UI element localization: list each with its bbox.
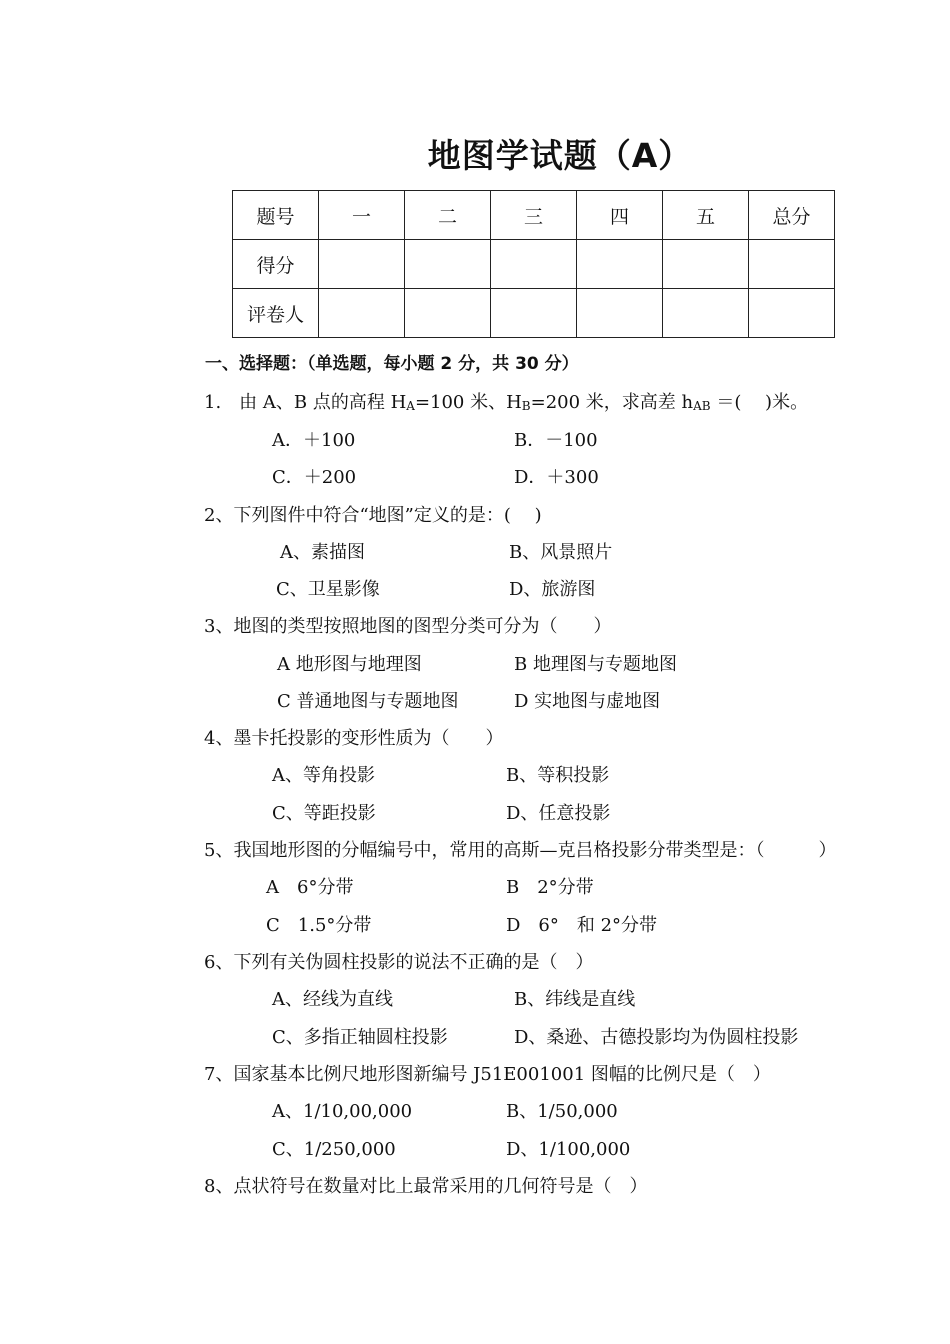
- table-header-cell: 总分: [749, 191, 835, 240]
- table-row: [233, 289, 835, 338]
- grader-cell[interactable]: [319, 289, 405, 338]
- question-3: 3、地图的类型按照地图的图型分类可分为（ ）: [204, 616, 612, 637]
- score-cell[interactable]: [577, 240, 663, 289]
- q1-text: 1. 由 A、B 点的高程 H: [204, 392, 407, 413]
- option-d[interactable]: D．＋300: [514, 467, 599, 488]
- q1-text: ＝( )米。: [710, 392, 809, 413]
- option-b[interactable]: B、风景照片: [509, 542, 613, 563]
- grader-cell[interactable]: [749, 289, 835, 338]
- subscript: A: [406, 399, 415, 413]
- table-header-cell: 题号: [233, 191, 319, 240]
- score-cell[interactable]: [319, 240, 405, 289]
- question-4: 4、墨卡托投影的变形性质为（ ）: [204, 728, 504, 749]
- option-d[interactable]: D、桑逊、古德投影均为伪圆柱投影: [514, 1027, 799, 1048]
- table-header-cell: 二: [405, 191, 491, 240]
- question-7: 7、国家基本比例尺地形图新编号 J51E001001 图幅的比例尺是（ ）: [204, 1064, 771, 1085]
- row-label: 得分: [233, 240, 319, 289]
- table-row: [233, 191, 835, 240]
- option-d[interactable]: D 实地图与虚地图: [514, 691, 661, 712]
- row-label: 评卷人: [233, 289, 319, 338]
- table-row: [233, 240, 835, 289]
- grader-cell[interactable]: [663, 289, 749, 338]
- question-2: 2、下列图件中符合“地图”定义的是：( ): [204, 505, 542, 526]
- option-c[interactable]: C．＋200: [272, 467, 357, 488]
- subscript: AB: [693, 399, 711, 413]
- page-title: 地图学试题（A）: [427, 136, 693, 175]
- option-c[interactable]: C、卫星影像: [276, 579, 380, 600]
- option-c[interactable]: C 普通地图与专题地图: [277, 691, 459, 712]
- option-c[interactable]: C、等距投影: [272, 803, 376, 824]
- option-b[interactable]: B 2°分带: [506, 877, 594, 898]
- option-d[interactable]: D、旅游图: [509, 579, 596, 600]
- option-b[interactable]: B．－100: [514, 430, 598, 451]
- q1-text: =100 米、H: [414, 392, 522, 413]
- option-b[interactable]: B、1/50,000: [506, 1101, 618, 1122]
- score-cell[interactable]: [749, 240, 835, 289]
- question-6: 6、下列有关伪圆柱投影的说法不正确的是（ ）: [204, 952, 594, 973]
- q1-text: =200 米，求高差 h: [530, 392, 694, 413]
- table-header-cell: 三: [491, 191, 577, 240]
- table-header-cell: 五: [663, 191, 749, 240]
- option-a[interactable]: A、经线为直线: [272, 989, 393, 1010]
- subscript: B: [521, 399, 531, 413]
- option-b[interactable]: B、等积投影: [506, 765, 610, 786]
- grader-cell[interactable]: [577, 289, 663, 338]
- option-c[interactable]: C、1/250,000: [272, 1139, 396, 1160]
- score-cell[interactable]: [405, 240, 491, 289]
- option-d[interactable]: D 6° 和 2°分带: [506, 915, 658, 936]
- question-5: 5、我国地形图的分幅编号中，常用的高斯—克吕格投影分带类型是：（ ）: [204, 840, 837, 861]
- option-d[interactable]: D、任意投影: [506, 803, 611, 824]
- option-a[interactable]: A．＋100: [272, 430, 356, 451]
- grader-cell[interactable]: [491, 289, 577, 338]
- question-1: [204, 388, 808, 414]
- option-a[interactable]: A 6°分带: [266, 877, 354, 898]
- section-heading: 一、选择题：（单选题，每小题 2 分，共 30 分）: [205, 354, 579, 374]
- option-a[interactable]: A 地形图与地理图: [277, 654, 422, 675]
- score-cell[interactable]: [663, 240, 749, 289]
- table-header-cell: 四: [577, 191, 663, 240]
- option-a[interactable]: A、等角投影: [272, 765, 375, 786]
- option-a[interactable]: A、素描图: [280, 542, 365, 563]
- grader-cell[interactable]: [405, 289, 491, 338]
- option-a[interactable]: A、1/10,00,000: [272, 1101, 413, 1122]
- option-d[interactable]: D、1/100,000: [506, 1139, 631, 1160]
- option-b[interactable]: B、纬线是直线: [514, 989, 636, 1010]
- option-b[interactable]: B 地理图与专题地图: [514, 654, 677, 675]
- option-c[interactable]: C、多指正轴圆柱投影: [272, 1027, 448, 1048]
- score-cell[interactable]: [491, 240, 577, 289]
- option-c[interactable]: C 1.5°分带: [266, 915, 372, 936]
- table-header-cell: 一: [319, 191, 405, 240]
- score-table: [232, 190, 835, 338]
- question-8: 8、点状符号在数量对比上最常采用的几何符号是（ ）: [204, 1176, 648, 1197]
